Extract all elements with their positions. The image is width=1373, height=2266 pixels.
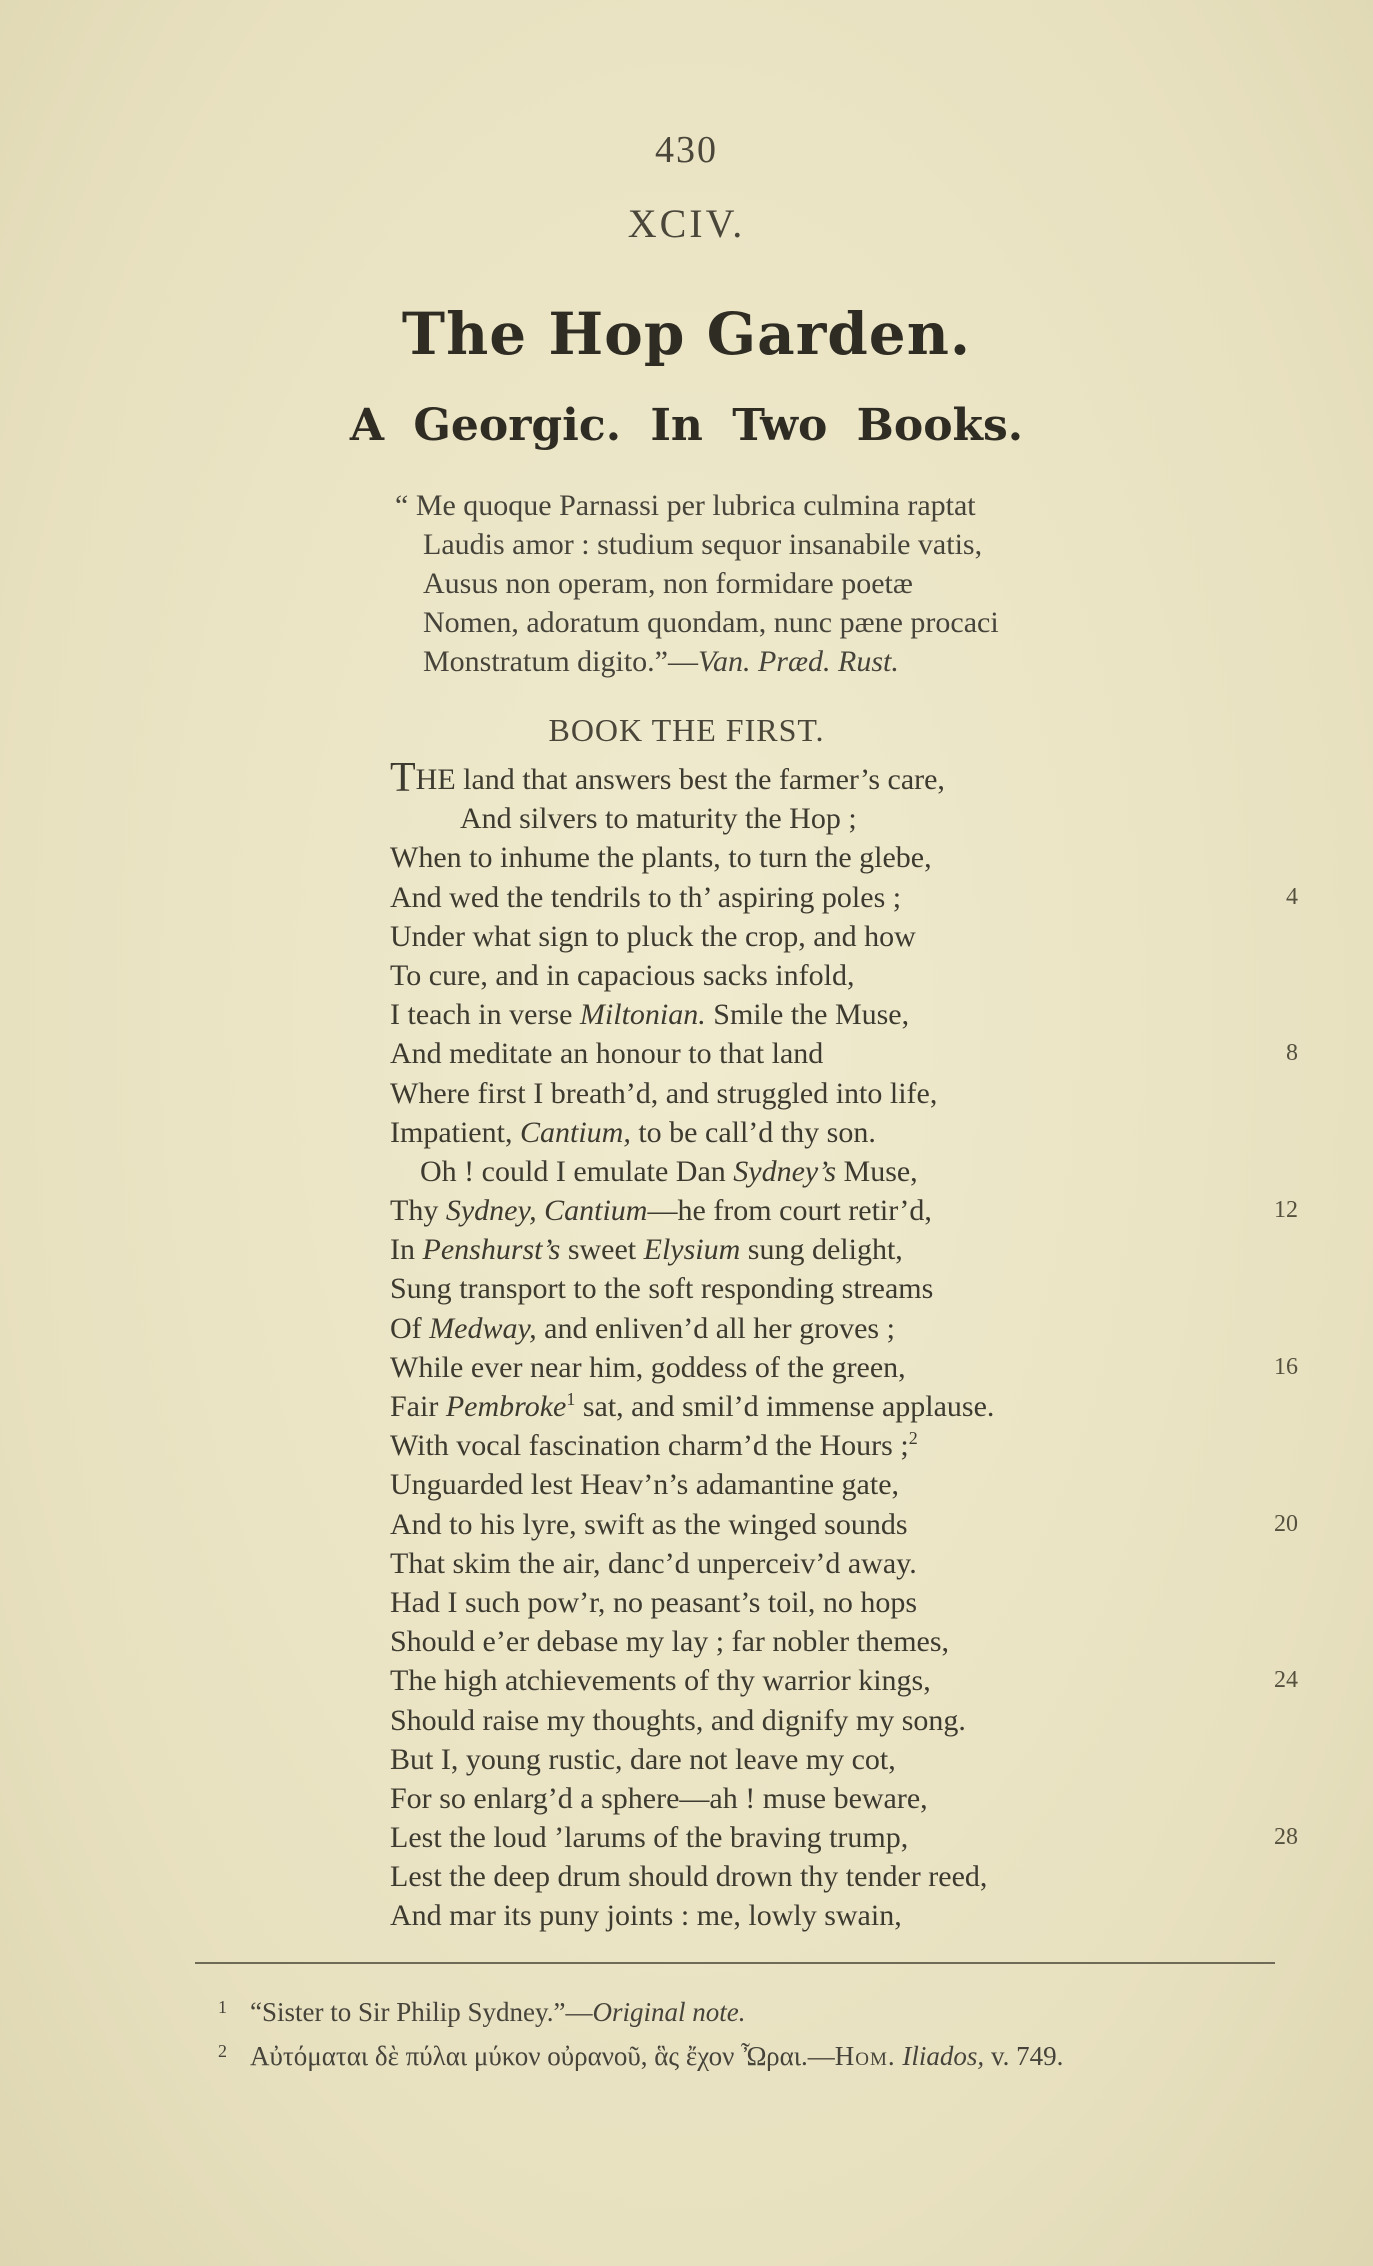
verse-text: Had I such pow’r, no peasant’s toil, no hops [390, 1585, 918, 1619]
line-number: 12 [1274, 1197, 1298, 1224]
verse-block [390, 755, 1310, 1936]
epigraph [395, 486, 1155, 681]
verse-text: When to inhume the plants, to turn the glebe, [390, 841, 932, 875]
verse-text: Lest the loud ’larums of the braving trump, [390, 1821, 909, 1855]
epigraph-line: Ausus non operam, non formidare poetæ [423, 567, 913, 600]
verse-text: I teach in verse Miltonian. Smile the Muse, [390, 998, 910, 1032]
verse-line [390, 1230, 1310, 1269]
verse-text: In Penshurst’s sweet Elysium sung delight, [390, 1233, 903, 1267]
footnote-text: “Sister to Sir Philip Sydney.”— [250, 1997, 593, 2027]
verse-line [390, 1583, 1310, 1622]
verse-line [390, 755, 1310, 801]
line-number: 24 [1274, 1667, 1298, 1694]
verse-text: And silvers to maturity the Hop ; [460, 802, 857, 836]
verse-line [390, 1896, 1310, 1935]
book-heading: BOOK THE FIRST. [548, 712, 825, 748]
verse-text: Sung transport to the soft responding streams [390, 1272, 934, 1306]
verse-line [390, 1505, 1310, 1544]
verse-line [390, 1152, 1310, 1191]
verse-line [390, 1113, 1310, 1152]
verse-line [390, 1740, 1310, 1779]
footnote-marker: 2 [218, 2041, 227, 2061]
verse-text: Thy Sydney, Cantium—he from court retir’d, [390, 1194, 932, 1228]
line-number: 28 [1274, 1824, 1298, 1851]
verse-line [390, 878, 1310, 917]
verse-line [390, 1465, 1310, 1504]
verse-text: And meditate an honour to that land [390, 1037, 824, 1071]
footnote-author: Hom. [834, 2041, 896, 2071]
drop-cap: T [390, 755, 416, 801]
verse-line [390, 799, 1310, 838]
poem-title: The Hop Garden. [401, 300, 972, 368]
epigraph-attribution: Van. Præd. Rust. [697, 645, 899, 678]
verse-text: Unguarded lest Heav’n’s adamantine gate, [390, 1468, 900, 1502]
verse-line [390, 1191, 1310, 1230]
verse-line [390, 1544, 1310, 1583]
verse-text: With vocal fascination charm’d the Hours ;$^2$ [390, 1428, 918, 1463]
verse-text: And mar its puny joints : me, lowly swain, [390, 1899, 902, 1933]
verse-text: Should e’er debase my lay ; far nobler themes, [390, 1625, 950, 1659]
verse-line [390, 1348, 1310, 1387]
verse-line [390, 1779, 1310, 1818]
verse-line [390, 1701, 1310, 1740]
verse-line [390, 956, 1310, 995]
verse-line [390, 1387, 1310, 1426]
verse-text: Where first I breath’d, and struggled into life, [390, 1076, 938, 1110]
verse-text: Lest the deep drum should drown thy tender reed, [390, 1860, 988, 1894]
verse-line [390, 1622, 1310, 1661]
epigraph-line: “ Me quoque Parnassi per lubrica culmina raptat [395, 489, 976, 522]
verse-line [390, 1426, 1310, 1465]
verse-text: Fair Pembroke$^1$ sat, and smil’d immense applause. [390, 1389, 995, 1423]
footnote-text: Αὐτόμαται δὲ πύλαι μύκον οὐρανοῦ, ἃς ἔχον Ὦραι.— [250, 2041, 835, 2071]
verse-text: That skim the air, danc’d unperceiv’d away. [390, 1546, 917, 1580]
footnote-divider [195, 1962, 1275, 1964]
footnote-2 [218, 2032, 1298, 2076]
line-number: 20 [1274, 1510, 1298, 1537]
verse-text: But I, young rustic, dare not leave my cot, [390, 1742, 896, 1776]
verse-text: To cure, and in capacious sacks infold, [390, 958, 855, 992]
verse-text: Of Medway, and enliven’d all her groves ; [390, 1311, 895, 1345]
footnote-marker: 1 [218, 1997, 227, 2017]
verse-line [390, 1818, 1310, 1857]
line-number: 8 [1286, 1040, 1298, 1067]
epigraph-last-line: Monstratum digito.”— [423, 645, 698, 678]
verse-text: And wed the tendrils to th’ aspiring poles ; [390, 880, 902, 914]
verse-line [390, 1034, 1310, 1073]
footnote-ref-marker: 1 [566, 1389, 576, 1409]
verse-line [390, 1661, 1310, 1700]
line-number: 4 [1286, 883, 1298, 910]
verse-text: For so enlarg’d a sphere—ah ! muse beware, [390, 1781, 928, 1815]
verse-line [390, 1269, 1310, 1308]
poem-subtitle: A Georgic. In Two Books. [349, 400, 1024, 451]
footnote-ref: v. 749. [990, 2041, 1064, 2071]
verse-text: While ever near him, goddess of the green, [390, 1350, 906, 1384]
verse-text: Oh ! could I emulate Dan Sydney’s Muse, [420, 1154, 918, 1188]
verse-text: And to his lyre, swift as the winged sounds [390, 1507, 908, 1541]
verse-line [390, 917, 1310, 956]
poem-number: XCIV. [627, 201, 746, 246]
footnotes [218, 1988, 1298, 2076]
verse-text: The high atchievements of thy warrior kings, [390, 1664, 931, 1698]
verse-line [390, 1074, 1310, 1113]
footnote-work: Iliados, [902, 2041, 985, 2071]
page-number: 430 [655, 129, 718, 171]
epigraph-line: Laudis amor : studium sequor insanabile vatis, [423, 528, 983, 561]
line-number: 16 [1274, 1353, 1298, 1380]
footnote-source: Original note. [592, 1997, 746, 2027]
footnote-ref-marker: 2 [908, 1428, 918, 1449]
verse-text: Impatient, Cantium, to be call’d thy son. [390, 1115, 876, 1149]
verse-text: THE land that answers best the farmer’s care, [390, 755, 945, 801]
verse-line [390, 1857, 1310, 1896]
epigraph-line: Nomen, adoratum quondam, nunc pæne procaci [423, 606, 999, 639]
verse-line [390, 995, 1310, 1034]
footnote-1 [218, 1988, 1298, 2032]
epigraph-line [395, 642, 1155, 681]
verse-text: Under what sign to pluck the crop, and how [390, 919, 916, 953]
verse-line [390, 1309, 1310, 1348]
verse-line [390, 838, 1310, 877]
verse-text: Should raise my thoughts, and dignify my song. [390, 1703, 966, 1737]
